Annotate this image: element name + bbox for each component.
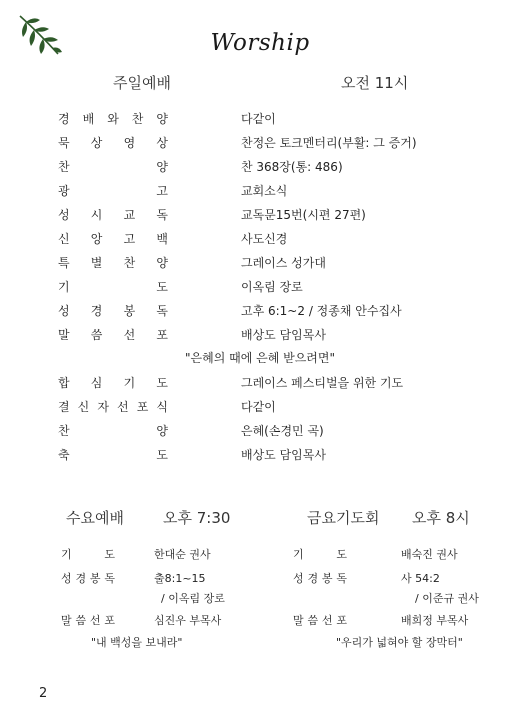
wednesday-prayer: 한대순 권사: [154, 548, 211, 561]
order-item-label: 축 도: [58, 448, 168, 462]
friday-prayer-label: 기 도: [293, 548, 347, 561]
friday-service-name: 금요기도회: [307, 509, 380, 527]
wednesday-sermon-title: "내 백성을 보내라": [91, 636, 183, 649]
order-item-value: 그레이스 성가대: [241, 256, 326, 270]
order-item: [0, 422, 520, 442]
order-item: [0, 134, 520, 154]
friday-service-time: 오후 8시: [412, 509, 470, 527]
order-item-label: 합 심 기 도: [58, 376, 168, 390]
order-item-value: 은혜(손경민 곡): [241, 424, 324, 438]
order-item-value: 교독문15번(시편 27편): [241, 208, 366, 222]
order-item-label: 묵 상 영 상: [58, 136, 168, 150]
order-item-label: 결 신 자 선 포 식: [58, 400, 168, 414]
order-item-label: 광 고: [58, 184, 168, 198]
friday-sermon: 배희정 부목사: [401, 614, 469, 627]
wednesday-service-name: 수요예배: [66, 509, 124, 527]
order-item-value: 그레이스 페스티벌을 위한 기도: [241, 376, 404, 390]
order-item-value: 배상도 담임목사: [241, 328, 326, 342]
order-item: [0, 230, 520, 250]
order-item: [0, 374, 520, 394]
page-number: 2: [39, 686, 48, 701]
sunday-service-name: 주일예배: [113, 74, 171, 92]
order-item: [0, 278, 520, 298]
order-item-value: 고후 6:1~2 / 정종채 안수집사: [241, 304, 402, 318]
wednesday-sermon-label: 말 씀 선 포: [61, 614, 115, 627]
order-item-value: 이옥림 장로: [241, 280, 303, 294]
friday-sermon-label: 말 씀 선 포: [293, 614, 347, 627]
order-item: [0, 446, 520, 466]
friday-prayer: 배숙진 권사: [401, 548, 458, 561]
order-item: [0, 158, 520, 178]
order-item-label: 특 별 찬 양: [58, 256, 168, 270]
order-item-label: 말 씀 선 포: [58, 328, 168, 342]
sunday-service-time: 오전 11시: [341, 74, 409, 92]
sunday-sermon-title: "은혜의 때에 은혜 받으려면": [185, 351, 335, 365]
wednesday-service-time: 오후 7:30: [163, 509, 231, 527]
order-item-label: 경 배 와 찬 양: [58, 112, 168, 126]
order-item-value: 찬정은 토크멘터리(부활: 그 증거): [241, 136, 417, 150]
order-item-value: 교회소식: [241, 184, 288, 198]
order-item: [0, 398, 520, 418]
order-item-label: 기 도: [58, 280, 168, 294]
friday-reading: 사 54:2: [401, 572, 440, 585]
order-item: [0, 254, 520, 274]
order-item: [0, 182, 520, 202]
order-item-label: 신 앙 고 백: [58, 232, 168, 246]
order-item-label: 찬 양: [58, 424, 168, 438]
wednesday-reading-label: 성 경 봉 독: [61, 572, 115, 585]
order-item: [0, 206, 520, 226]
friday-reading-by: / 이준규 권사: [415, 592, 479, 605]
friday-reading-label: 성 경 봉 독: [293, 572, 347, 585]
order-item: [0, 302, 520, 322]
order-item-label: 찬 양: [58, 160, 168, 174]
page-title: Worship: [210, 30, 310, 56]
wednesday-reading-by: / 이옥림 장로: [161, 592, 225, 605]
order-item-value: 다같이: [241, 400, 276, 414]
order-item: [0, 326, 520, 346]
order-item: [0, 110, 520, 130]
order-item-label: 성 경 봉 독: [58, 304, 168, 318]
order-item-value: 배상도 담임목사: [241, 448, 326, 462]
wednesday-reading: 출8:1~15: [154, 572, 206, 585]
order-item-value: 사도신경: [241, 232, 288, 246]
wednesday-prayer-label: 기 도: [61, 548, 115, 561]
order-item-value: 다같이: [241, 112, 276, 126]
friday-sermon-title: "우리가 넓혀야 할 장막터": [336, 636, 463, 649]
order-item-label: 성 시 교 독: [58, 208, 168, 222]
wednesday-sermon: 심진우 부목사: [154, 614, 222, 627]
order-item-value: 찬 368장(통: 486): [241, 160, 343, 174]
